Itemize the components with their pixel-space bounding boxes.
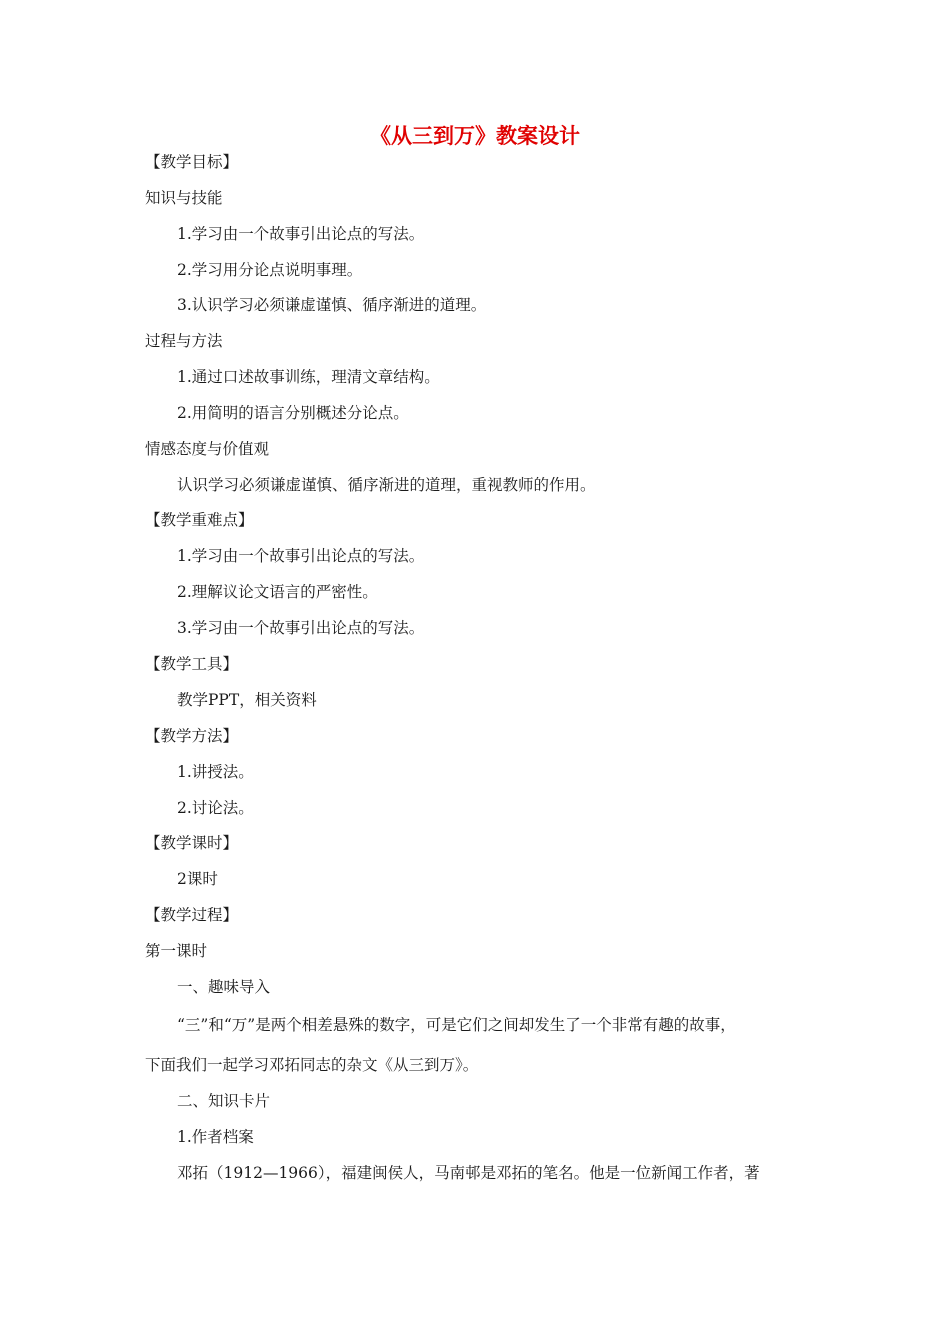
- list-item: 3.学习由一个故事引出论点的写法。: [177, 619, 425, 637]
- subheading-attitude-values: 情感态度与价值观: [145, 440, 270, 458]
- list-item: 3.认识学习必须谦虚谨慎、循序渐进的道理。: [177, 296, 487, 314]
- section-heading-process: 【教学过程】: [145, 906, 239, 924]
- subheading-author-profile: 1.作者档案: [177, 1128, 254, 1146]
- section-heading-periods: 【教学课时】: [145, 834, 239, 852]
- list-item: 1.学习由一个故事引出论点的写法。: [177, 547, 425, 565]
- subheading-process-methods: 过程与方法: [145, 332, 223, 350]
- list-item: 1.学习由一个故事引出论点的写法。: [177, 225, 425, 243]
- subheading-knowledge-card: 二、知识卡片: [177, 1092, 271, 1110]
- paragraph: 邓拓（1912—1966），福建闽侯人，马南邨是邓拓的笔名。他是一位新闻工作者，著: [177, 1164, 760, 1182]
- list-item: 1.通过口述故事训练，理清文章结构。: [177, 368, 440, 386]
- section-heading-tools: 【教学工具】: [145, 655, 239, 673]
- subheading-first-period: 第一课时: [145, 942, 208, 960]
- paragraph: 认识学习必须谦虚谨慎、循序渐进的道理，重视教师的作用。: [177, 476, 596, 494]
- subheading-intro: 一、趣味导入: [177, 978, 271, 996]
- list-item: 2.理解议论文语言的严密性。: [177, 583, 378, 601]
- paragraph: 下面我们一起学习邓拓同志的杂文《从三到万》。: [145, 1056, 479, 1074]
- paragraph: 教学PPT，相关资料: [177, 691, 317, 709]
- list-item: 2.学习用分论点说明事理。: [177, 261, 363, 279]
- section-heading-key-points: 【教学重难点】: [145, 511, 254, 529]
- paragraph: 2课时: [177, 870, 218, 888]
- list-item: 2.讨论法。: [177, 799, 254, 817]
- paragraph: “三”和“万”是两个相差悬殊的数字，可是它们之间却发生了一个非常有趣的故事，: [177, 1016, 736, 1034]
- list-item: 1.讲授法。: [177, 763, 254, 781]
- section-heading-methods: 【教学方法】: [145, 727, 239, 745]
- section-heading-objectives: 【教学目标】: [145, 153, 239, 171]
- list-item: 2.用简明的语言分别概述分论点。: [177, 404, 409, 422]
- document-title: 《从三到万》教案设计: [370, 124, 580, 148]
- subheading-knowledge-skills: 知识与技能: [145, 189, 223, 207]
